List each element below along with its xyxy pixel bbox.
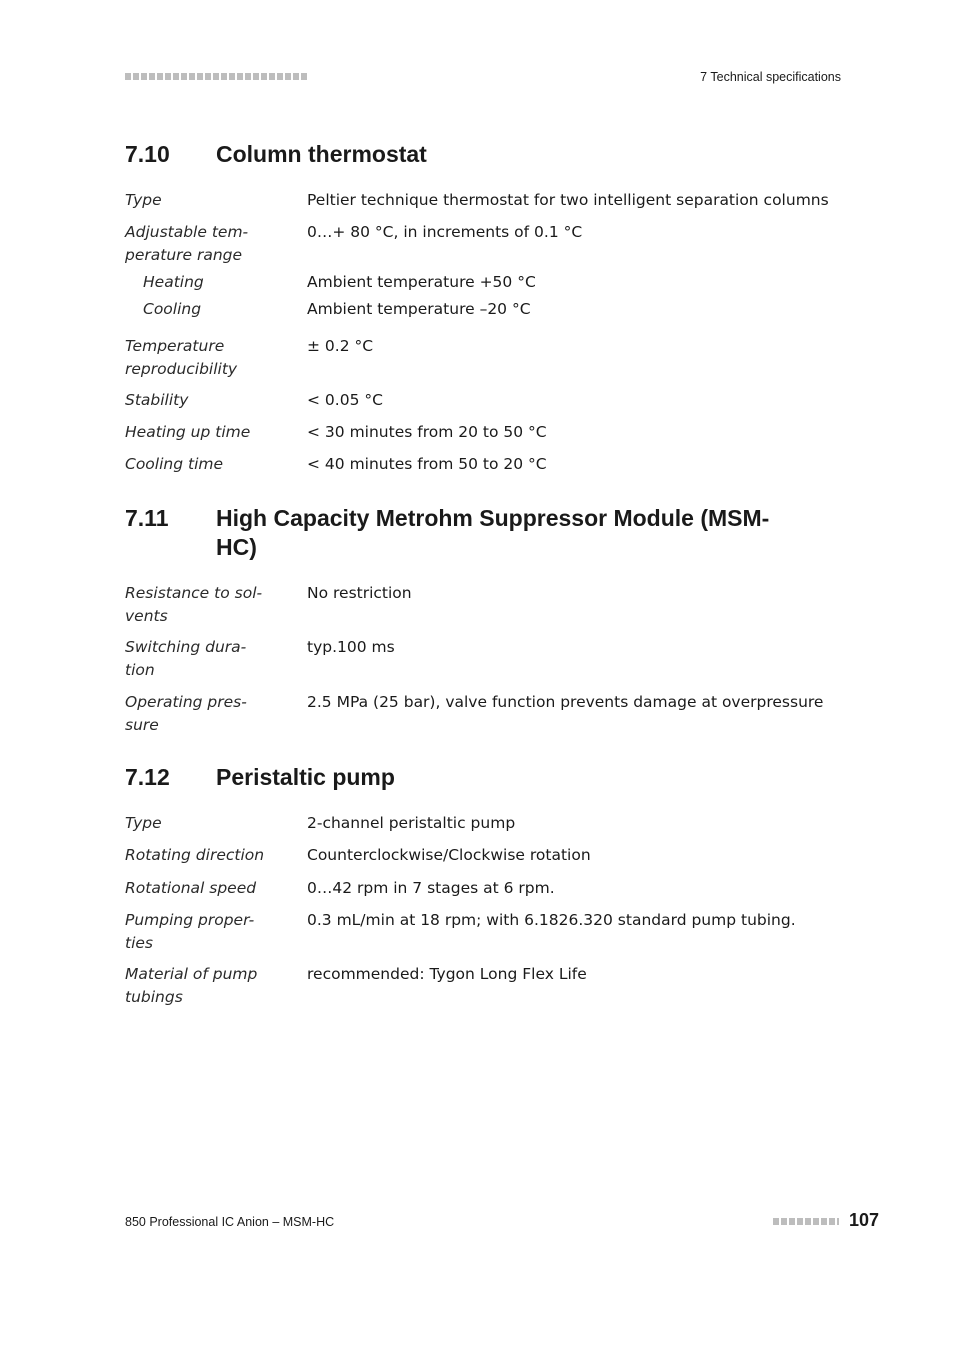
spec-value: ± 0.2 °C: [307, 337, 374, 355]
spec-row: [125, 963, 845, 1008]
spec-value: 0…42 rpm in 7 stages at 6 rpm.: [307, 879, 555, 897]
spec-label: Operating pres- sure: [125, 693, 247, 734]
spec-label: Adjustable tem- perature range: [125, 223, 249, 264]
spec-sublabel: Cooling: [143, 300, 202, 318]
spec-row: [125, 909, 845, 954]
spec-value: No restriction: [307, 584, 412, 602]
section-title: Peristaltic pump: [216, 764, 395, 790]
spec-value: Ambient temperature +50 °C: [307, 273, 536, 291]
spec-row: [125, 582, 845, 627]
spec-label: Resistance to sol- vents: [125, 584, 263, 625]
spec-label: Type: [125, 814, 162, 832]
section-number: 7.12: [125, 764, 170, 790]
spec-label: Switching dura- tion: [125, 638, 247, 679]
spec-value: 2.5 MPa (25 bar), valve function prevents damage at overpressure: [307, 693, 824, 711]
footer-decoration: [773, 1218, 839, 1225]
spec-value: Ambient temperature –20 °C: [307, 300, 531, 318]
spec-value: Peltier technique thermostat for two intelligent separation columns: [307, 191, 829, 209]
spec-row: [125, 421, 845, 444]
spec-label: Pumping proper- ties: [125, 911, 255, 952]
spec-value: < 40 minutes from 50 to 20 °C: [307, 455, 547, 473]
spec-value: 2-channel peristaltic pump: [307, 814, 516, 832]
spec-sublabel: Heating: [143, 273, 204, 291]
spec-row: [125, 636, 845, 681]
running-header-chapter: 7 Technical specifications: [700, 70, 841, 84]
spec-label: Type: [125, 191, 162, 209]
header-decoration: [125, 73, 307, 80]
section-heading-column-thermostat: [125, 140, 845, 169]
spec-row: [125, 844, 845, 867]
section-title: High Capacity Metrohm Suppressor Module (MSM-HC): [216, 505, 770, 560]
page-number: 107: [848, 1210, 879, 1230]
spec-row: [125, 335, 845, 380]
spec-row: [125, 221, 845, 266]
spec-row: [125, 189, 845, 212]
spec-row: [125, 453, 845, 476]
spec-label: Heating up time: [125, 423, 251, 441]
spec-value: 0…+ 80 °C, in increments of 0.1 °C: [307, 223, 583, 241]
spec-row: [125, 271, 845, 294]
spec-value: < 0.05 °C: [307, 391, 383, 409]
spec-label: Rotating direction: [125, 846, 265, 864]
spec-row: [125, 298, 845, 321]
spec-label: Stability: [125, 391, 189, 409]
footer-product-name: 850 Professional IC Anion – MSM-HC: [125, 1215, 335, 1229]
spec-value: typ.100 ms: [307, 638, 395, 656]
spec-row: [125, 877, 845, 900]
section-heading-peristaltic-pump: [125, 763, 845, 792]
spec-value: Counterclockwise/Clockwise rotation: [307, 846, 591, 864]
spec-row: [125, 389, 845, 412]
spec-label: Material of pump tubings: [125, 965, 258, 1006]
spec-value: < 30 minutes from 20 to 50 °C: [307, 423, 547, 441]
spec-row: [125, 812, 845, 835]
spec-value: recommended: Tygon Long Flex Life: [307, 965, 587, 983]
section-heading-msm-hc: [125, 504, 845, 562]
section-title: Column thermostat: [216, 141, 427, 167]
spec-label: Cooling time: [125, 455, 224, 473]
spec-label: Temperature reproducibility: [125, 337, 238, 378]
spec-value: 0.3 mL/min at 18 rpm; with 6.1826.320 standard pump tubing.: [307, 911, 796, 929]
spec-row: [125, 691, 845, 736]
section-number: 7.11: [125, 505, 169, 531]
spec-label: Rotational speed: [125, 879, 257, 897]
section-number: 7.10: [125, 141, 170, 167]
